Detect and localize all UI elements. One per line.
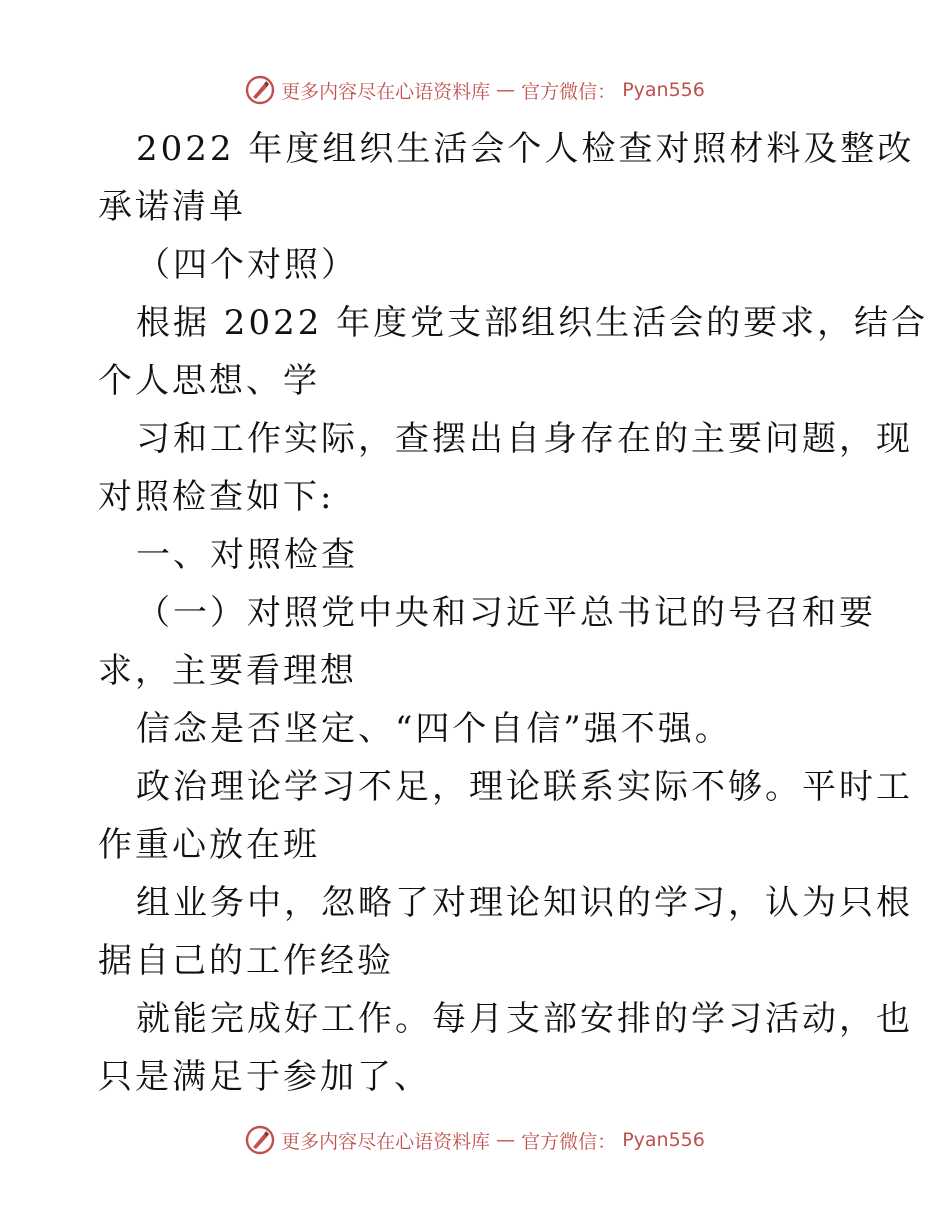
doc-title-line-2: 承诺清单 (98, 187, 246, 227)
watermark-wechat-label: 官方微信： (521, 80, 617, 103)
watermark-separator: — (496, 79, 516, 101)
document-body (98, 120, 929, 1106)
doc-line: 政治理论学习不足，理论联系实际不够。平时工 (136, 767, 913, 807)
doc-line: 作重心放在班 (98, 825, 320, 865)
watermark-wechat-id: Pyan556 (622, 1129, 705, 1151)
doc-line: 只是满足于参加了、 (98, 1057, 431, 1097)
doc-line: 求，主要看理想 (98, 651, 357, 691)
doc-line: 信念是否坚定、“四个自信”强不强。 (136, 709, 732, 749)
watermark-footer (0, 1120, 950, 1160)
doc-line: 根据 2022 年度党支部组织生活会的要求，结合 (136, 303, 929, 343)
doc-line: 对照检查如下: (98, 477, 335, 517)
doc-line: 习和工作实际，查摆出自身存在的主要问题，现 (136, 419, 913, 459)
doc-line: 就能完成好工作。每月支部安排的学习活动，也 (136, 999, 913, 1039)
pen-logo-icon (245, 1125, 275, 1155)
watermark-text: 更多内容尽在心语资料库 (281, 80, 491, 103)
watermark-wechat-id: Pyan556 (622, 79, 705, 101)
doc-subtitle: （四个对照） (136, 245, 358, 285)
watermark-wechat-label: 官方微信： (521, 1130, 617, 1153)
watermark-separator: — (496, 1129, 516, 1151)
pen-logo-icon (245, 75, 275, 105)
doc-section-heading: 一、对照检查 (136, 535, 358, 575)
doc-title-line-1: 2022 年度组织生活会个人检查对照材料及整改 (136, 129, 915, 169)
watermark-text: 更多内容尽在心语资料库 (281, 1130, 491, 1153)
doc-line: 据自己的工作经验 (98, 941, 394, 981)
doc-line: 个人思想、学 (98, 361, 320, 401)
doc-subsection-heading: （一）对照党中央和习近平总书记的号召和要 (136, 593, 876, 633)
doc-line: 组业务中，忽略了对理论知识的学习，认为只根 (136, 883, 913, 923)
watermark-header (0, 70, 950, 110)
